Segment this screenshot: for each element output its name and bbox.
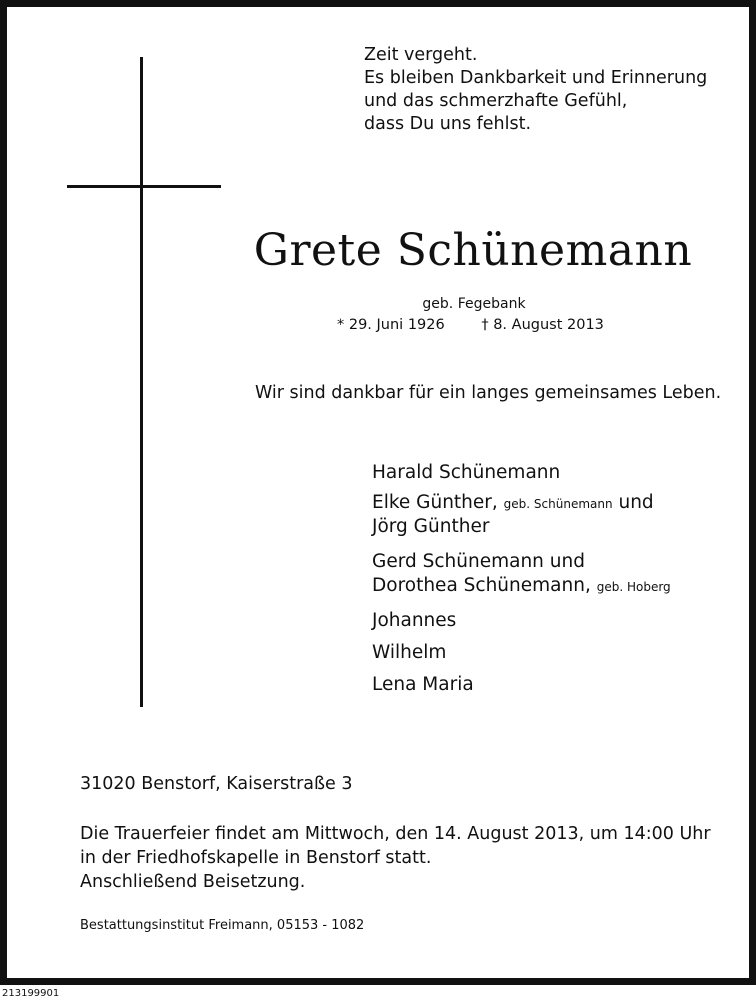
service-line: Die Trauerfeier findet am Mittwoch, den 14. August 2013, um 14:00 Uhr xyxy=(80,824,711,844)
poem-line: und das schmerzhafte Gefühl, xyxy=(364,91,628,111)
mourner-name: Elke Günther, xyxy=(372,492,498,513)
mourner-name: Johannes xyxy=(372,610,457,631)
mourner-name: Lena Maria xyxy=(372,674,474,695)
birth-date: * 29. Juni 1926 xyxy=(337,317,445,333)
cross-icon-horizontal xyxy=(67,185,221,188)
funeral-service-info xyxy=(80,822,711,894)
mourner xyxy=(372,551,671,575)
cross-icon-vertical xyxy=(140,57,143,707)
deceased-name: Grete Schünemann xyxy=(253,225,693,276)
poem-line: dass Du uns fehlst. xyxy=(364,114,532,134)
mourner-born-name: geb. Schünemann xyxy=(503,497,613,511)
mourner xyxy=(372,516,671,551)
mourner xyxy=(372,492,671,516)
birth-name: geb. Fegebank xyxy=(422,296,526,312)
mourner xyxy=(372,462,671,492)
family-address: 31020 Benstorf, Kaiserstraße 3 xyxy=(80,774,353,794)
poem xyxy=(364,44,707,136)
mourners-list xyxy=(372,462,671,704)
mourner-name: Jörg Günther xyxy=(372,516,490,537)
thanks-line: Wir sind dankbar für ein langes gemeinsames Leben. xyxy=(255,383,722,403)
death-date: † 8. August 2013 xyxy=(481,317,604,333)
poem-line: Zeit vergeht. xyxy=(364,45,478,65)
mourner-born-name: geb. Hoberg xyxy=(596,580,671,594)
mourner-name: Dorothea Schünemann, xyxy=(372,575,591,596)
service-line: Anschließend Beisetzung. xyxy=(80,872,306,892)
undertaker-contact: Bestattungsinstitut Freimann, 05153 - 1082 xyxy=(80,918,365,933)
service-line: in der Friedhofskapelle in Benstorf statt. xyxy=(80,848,432,868)
mourner-name: Gerd Schünemann und xyxy=(372,551,585,572)
mourner xyxy=(372,575,671,610)
ad-id: 213199901 xyxy=(2,988,60,999)
mourner-name: Wilhelm xyxy=(372,642,447,663)
mourner xyxy=(372,674,671,704)
mourner xyxy=(372,642,671,674)
life-dates xyxy=(337,317,604,333)
mourner xyxy=(372,610,671,642)
mourner-name: Harald Schünemann xyxy=(372,462,561,483)
conjunction: und xyxy=(618,492,654,513)
poem-line: Es bleiben Dankbarkeit und Erinnerung xyxy=(364,68,708,88)
